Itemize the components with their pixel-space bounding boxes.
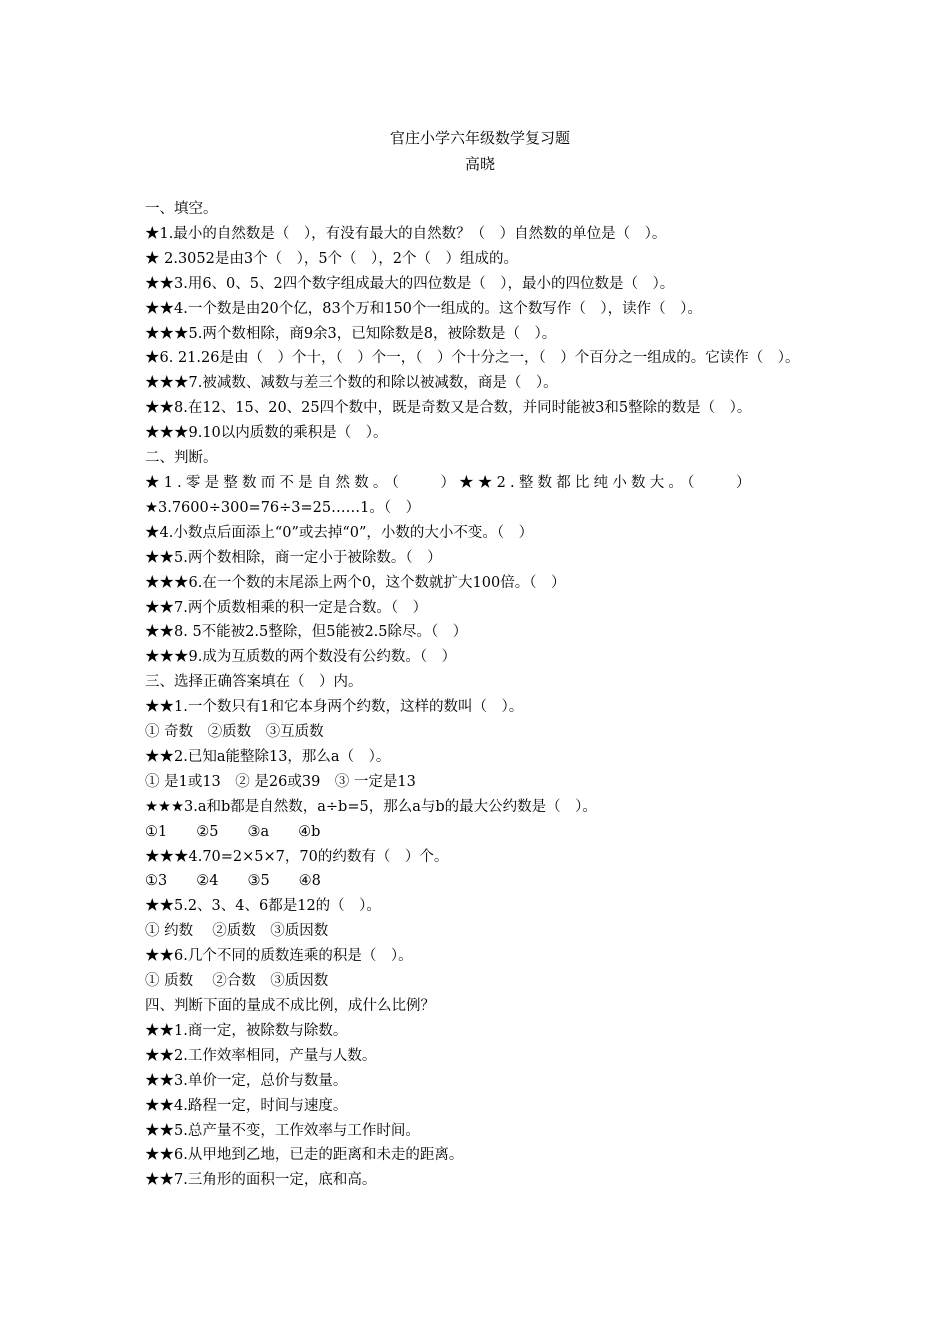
section-heading-proportion: 四、判断下面的量成不成比例，成什么比例？ (145, 998, 435, 1014)
question-line: ★★2.工作效率相同，产量与人数。 (145, 1047, 377, 1064)
question-line: ★★7.三角形的面积一定，底和高。 (145, 1172, 377, 1189)
question-line: ★★★7.被减数、减数与差三个数的和除以被减数，商是（ ）。 (145, 375, 558, 392)
question-line: ★★5.总产量不变，工作效率与工作时间。 (145, 1122, 420, 1139)
document-title: 官庄小学六年级数学复习题 (389, 129, 570, 147)
question-line: ★4.小数点后面添上“0”或去掉“0”，小数的大小不变。（ ） (145, 524, 534, 541)
question-line: ★★1.一个数只有1和它本身两个约数，这样的数叫（ ）。 (145, 699, 524, 716)
question-line: ★★2.已知a能整除13，那么a（ ）。 (145, 748, 391, 765)
question-line: ★1.最小的自然数是（ ），有没有最大的自然数？（ ）自然数的单位是（ ）。 (145, 225, 667, 242)
question-line: ★★4.路程一定，时间与速度。 (145, 1097, 348, 1114)
option-line: ① 奇数 ②质数 ③互质数 (145, 724, 324, 741)
question-line: ★★1.商一定，被除数与除数。 (145, 1022, 348, 1039)
question-line: ★★★5.两个数相除，商9余3，已知除数是8，被除数是（ ）。 (145, 325, 557, 342)
option-line: ① 约数 ②质数 ③质因数 (145, 923, 329, 940)
option-line: ① 是1或13 ② 是26或39 ③ 一定是13 (145, 773, 416, 790)
question-line: ★★4.一个数是由20个亿，83个万和150个一组成的。这个数写作（ ），读作（ ）。 (145, 300, 702, 317)
section-heading-judge: 二、判断。 (145, 450, 218, 467)
question-line: ★6. 21.26是由（ ）个十，（ ）个一，（ ）个十分之一，（ ）个百分之一组成的。它读作（ ）。 (145, 350, 800, 367)
section-heading-fill-blank: 一、填空。 (145, 201, 218, 217)
question-line: ★★3.用6、0、5、2四个数字组成最大的四位数是（ ），最小的四位数是（ ）。 (145, 275, 675, 292)
question-line: ★★★9.成为互质数的两个数没有公约数。（ ） (145, 649, 457, 666)
question-line: ★★★3.a和b都是自然数，a÷b=5，那么a与b的最大公约数是（ ）。 (145, 798, 597, 815)
question-line: ★★6.几个不同的质数连乘的积是（ ）。 (145, 948, 413, 965)
question-line: ★★5.两个数相除，商一定小于被除数。（ ） (145, 549, 442, 566)
question-line: ★★★9.10以内质数的乘积是（ ）。 (145, 425, 388, 442)
question-line: ★ 2.3052是由3个（ ），5个（ ），2个（ ）组成的。 (145, 250, 519, 267)
question-line: ★★5.2、3、4、6都是12的（ ）。 (145, 898, 381, 915)
question-line: ★★8. 5不能被2.5整除，但5能被2.5除尽。（ ） (145, 624, 468, 641)
option-line: ① 质数 ②合数 ③质因数 (145, 973, 329, 990)
question-line: ★★7.两个质数相乘的积一定是合数。（ ） (145, 599, 428, 616)
question-line: ★★★4.70=2×5×7，70的约数有（ ）个。 (145, 848, 449, 865)
option-line: ①3 ②4 ③5 ④8 (145, 873, 321, 890)
option-line: ①1 ②5 ③a ④b (145, 823, 321, 840)
question-line: ★★★6.在一个数的末尾添上两个0，这个数就扩大100倍。（ ） (145, 574, 566, 591)
document-author: 高晓 (464, 155, 495, 173)
question-line: ★★6.从甲地到乙地，已走的距离和未走的距离。 (145, 1147, 464, 1164)
section-heading-choice: 三、选择正确答案填在（ ）内。 (145, 674, 363, 691)
question-line: ★★8.在12、15、20、25四个数中，既是奇数又是合数，并同时能被3和5整除的数是（ ）。 (145, 400, 752, 417)
question-line: ★★3.单价一定，总价与数量。 (145, 1072, 348, 1089)
question-line: ★1.零是整数而不是自然数。（ ）★★2.整数都比纯小数大。（ ） (145, 474, 755, 491)
question-line: ★3.7600÷300=76÷3=25……1。（ ） (145, 499, 421, 516)
document-page (145, 125, 815, 1193)
